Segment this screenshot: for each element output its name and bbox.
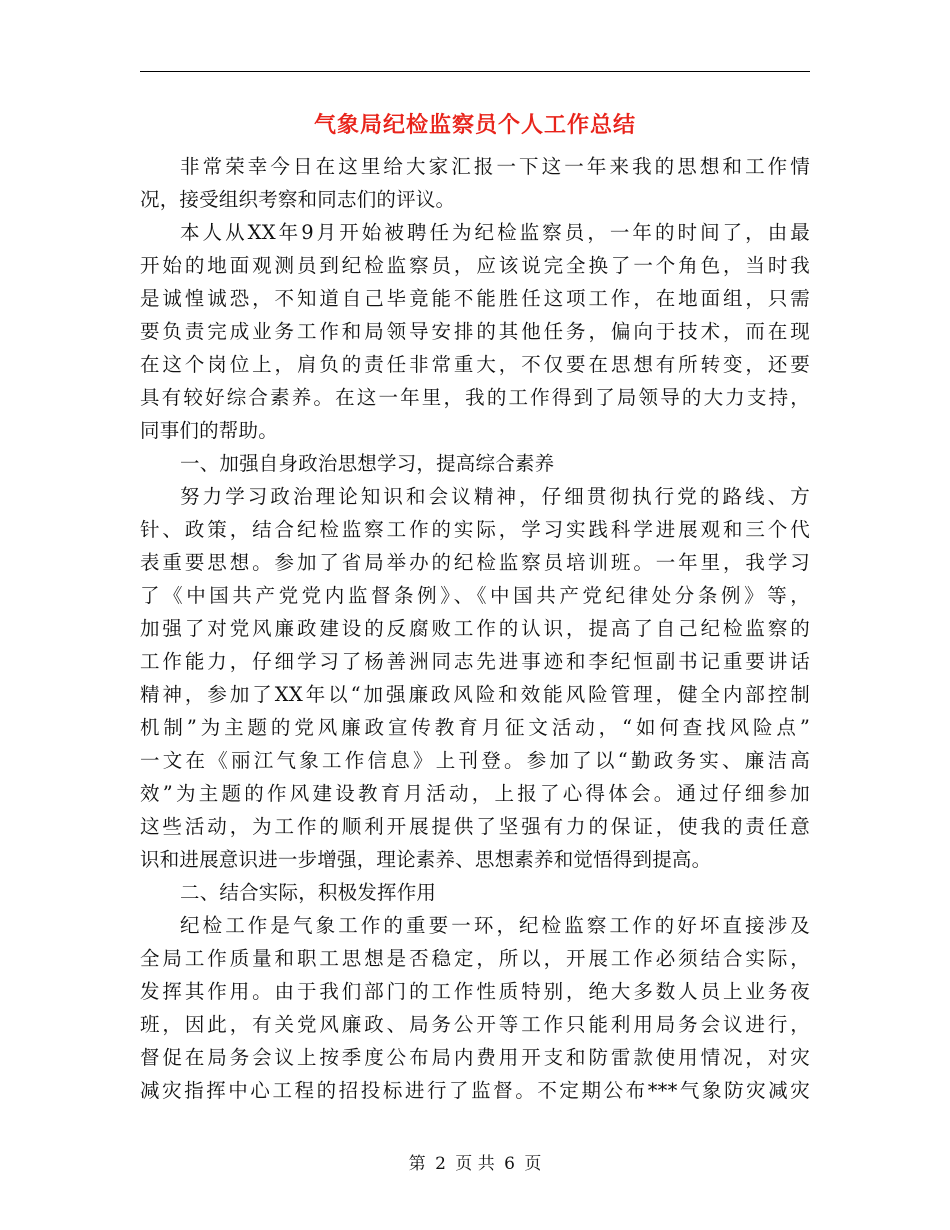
body-line: 加强了对党风廉政建设的反腐败工作的认识，提高了自己纪检监察的 bbox=[140, 617, 810, 640]
body-line: 是诚惶诚恐，不知道自己毕竟能不能胜任这项工作，在地面组，只需 bbox=[140, 287, 810, 310]
body-line: 具有较好综合素养。在这一年里，我的工作得到了局领导的大力支持， bbox=[140, 386, 810, 409]
body-line: 在这个岗位上，肩负的责任非常重大，不仅要在思想有所转变，还要 bbox=[140, 353, 810, 376]
body-line: 二、结合实际，积极发挥作用 bbox=[180, 881, 437, 904]
body-line: 况，接受组织考察和同志们的评议。 bbox=[140, 188, 456, 211]
footer-total-pages: 6 bbox=[504, 1154, 515, 1174]
body-line: 全局工作质量和职工思想是否稳定，所以，开展工作必须结合实际， bbox=[140, 947, 810, 970]
body-line: 努力学习政治理论知识和会议精神，仔细贯彻执行党的路线、方 bbox=[180, 485, 810, 508]
body-line: 机制”为主题的党风廉政宣传教育月征文活动，“如何查找风险点” bbox=[140, 716, 810, 739]
footer-prefix: 第 bbox=[408, 1154, 426, 1174]
body-line: 非常荣幸今日在这里给大家汇报一下这一年来我的思想和工作情 bbox=[180, 155, 810, 178]
body-line: 一文在《丽江气象工作信息》上刊登。参加了以“勤政务实、廉洁高 bbox=[140, 749, 810, 772]
page-footer bbox=[0, 1152, 950, 1176]
body-line: 纪检工作是气象工作的重要一环，纪检监察工作的好坏直接涉及 bbox=[180, 914, 810, 937]
body-line: 精神，参加了XX年以“加强廉政风险和效能风险管理，健全内部控制 bbox=[140, 683, 810, 706]
footer-middle: 页 共 bbox=[455, 1154, 495, 1174]
footer-suffix: 页 bbox=[524, 1154, 542, 1174]
body-line: 了《中国共产党党内监督条例》、《中国共产党纪律处分条例》等， bbox=[140, 584, 810, 607]
document-title: 气象局纪检监察员个人工作总结 bbox=[313, 112, 636, 138]
body-line: 发挥其作用。由于我们部门的工作性质特别，绝大多数人员上业务夜 bbox=[140, 980, 810, 1003]
body-line: 工作能力，仔细学习了杨善洲同志先进事迹和李纪恒副书记重要讲话 bbox=[140, 650, 810, 673]
body-line: 针、政策，结合纪检监察工作的实际，学习实践科学进展观和三个代 bbox=[140, 518, 810, 541]
body-line: 要负责完成业务工作和局领导安排的其他任务，偏向于技术，而在现 bbox=[140, 320, 810, 343]
body-line: 这些活动，为工作的顺利开展提供了坚强有力的保证，使我的责任意 bbox=[140, 815, 810, 838]
body-line: 同事们的帮助。 bbox=[140, 419, 278, 442]
body-line: 表重要思想。参加了省局举办的纪检监察员培训班。一年里，我学习 bbox=[140, 551, 810, 574]
body-line: 效”为主题的作风建设教育月活动，上报了心得体会。通过仔细参加 bbox=[140, 782, 810, 805]
body-line: 减灾指挥中心工程的招投标进行了监督。不定期公布***气象防灾减灾 bbox=[140, 1079, 810, 1102]
body-line: 班，因此，有关党风廉政、局务公开等工作只能利用局务会议进行， bbox=[140, 1013, 810, 1036]
document-body bbox=[140, 150, 810, 1107]
body-line: 本人从XX年9月开始被聘任为纪检监察员，一年的时间了，由最 bbox=[180, 221, 810, 244]
header-rule bbox=[140, 71, 810, 72]
body-line: 一、加强自身政治思想学习，提高综合素养 bbox=[180, 452, 555, 475]
footer-page-number: 2 bbox=[435, 1154, 446, 1174]
body-line: 督促在局务会议上按季度公布局内费用开支和防雷款使用情况，对灾 bbox=[140, 1046, 810, 1069]
body-line: 开始的地面观测员到纪检监察员，应该说完全换了一个角色，当时我 bbox=[140, 254, 810, 277]
body-line: 识和进展意识进一步增强，理论素养、思想素养和觉悟得到提高。 bbox=[140, 848, 712, 871]
